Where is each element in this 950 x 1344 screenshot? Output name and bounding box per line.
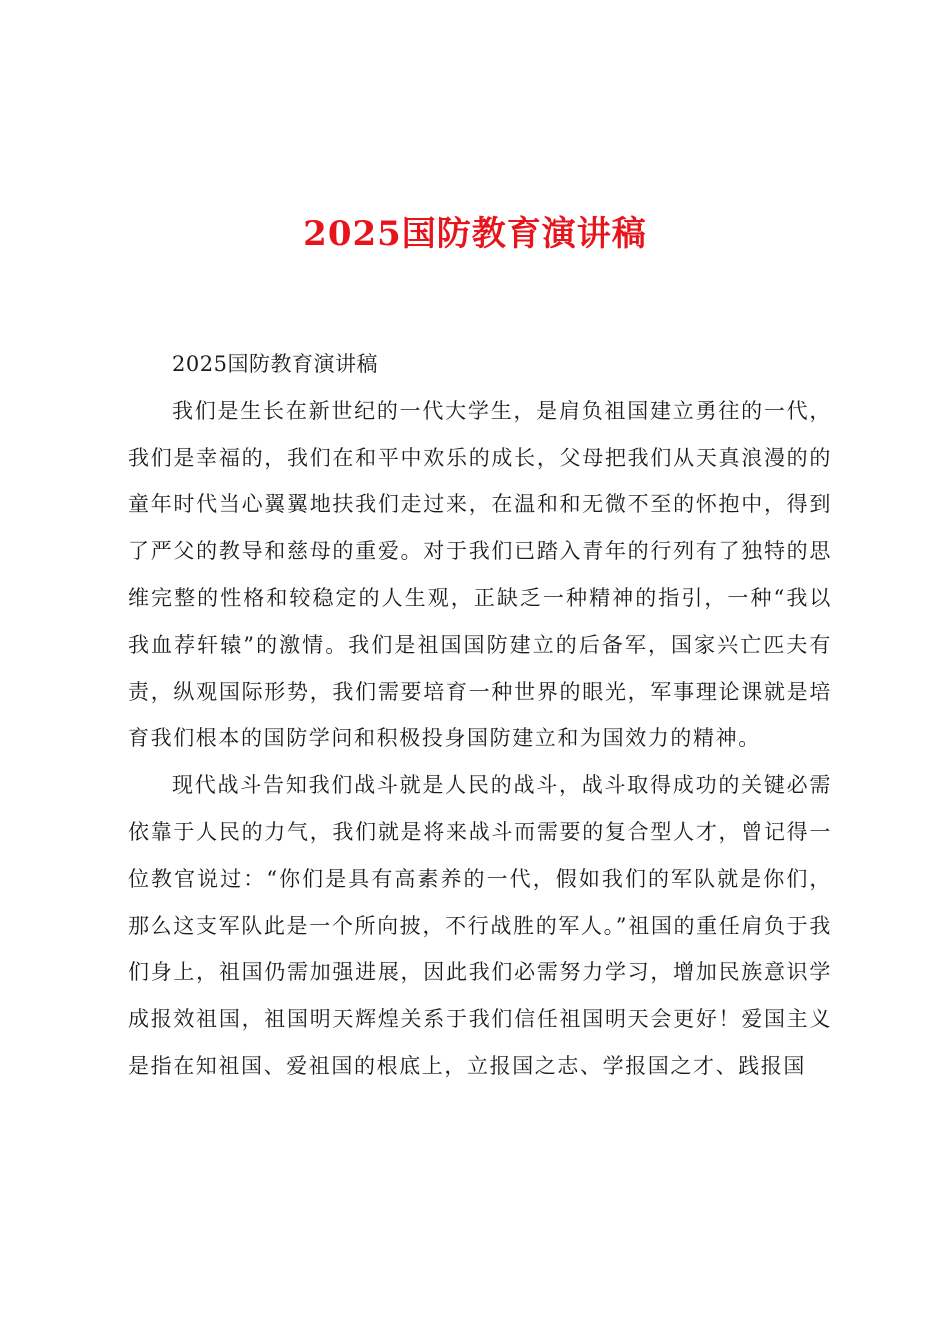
document-title: 2025国防教育演讲稿 (303, 214, 647, 254)
document-body (128, 341, 832, 1090)
body-paragraph: 我们是生长在新世纪的一代大学生，是肩负祖国建立勇往的一代，我们是幸福的，我们在和平中欢乐的成长，父母把我们从天真浪漫的的童年时代当心翼翼地扶我们走过来，在温和和无微不至的怀抱中，得到了严父的教导和慈母的重爱。对于我们已踏入青年的行列有了独特的思维完整的性格和较稳定的人生观，正缺乏一种精神的指引，一种“我以我血荐轩辕”的激情。我们是祖国国防建立的后备军，国家兴亡匹夫有责，纵观国际形势，我们需要培育一种世界的眼光，军事理论课就是培育我们根本的国防学问和积极投身国防建立和为国效力的精神。 (128, 398, 832, 751)
body-paragraph: 现代战斗告知我们战斗就是人民的战斗，战斗取得成功的关键必需依靠于人民的力气，我们就是将来战斗而需要的复合型人才，曾记得一位教官说过：“你们是具有高素养的一代，假如我们的军队就是你们，那么这支军队此是一个所向披，不行战胜的军人。”祖国的重任肩负于我们身上，祖国仍需加强进展，因此我们必需努力学习，增加民族意识学成报效祖国，祖国明天辉煌关系于我们信任祖国明天会更好！爱国主义是指在知祖国、爱祖国的根底上，立报国之志、学报国之才、践报国 (128, 773, 832, 1078)
document-subtitle: 2025国防教育演讲稿 (172, 352, 378, 376)
